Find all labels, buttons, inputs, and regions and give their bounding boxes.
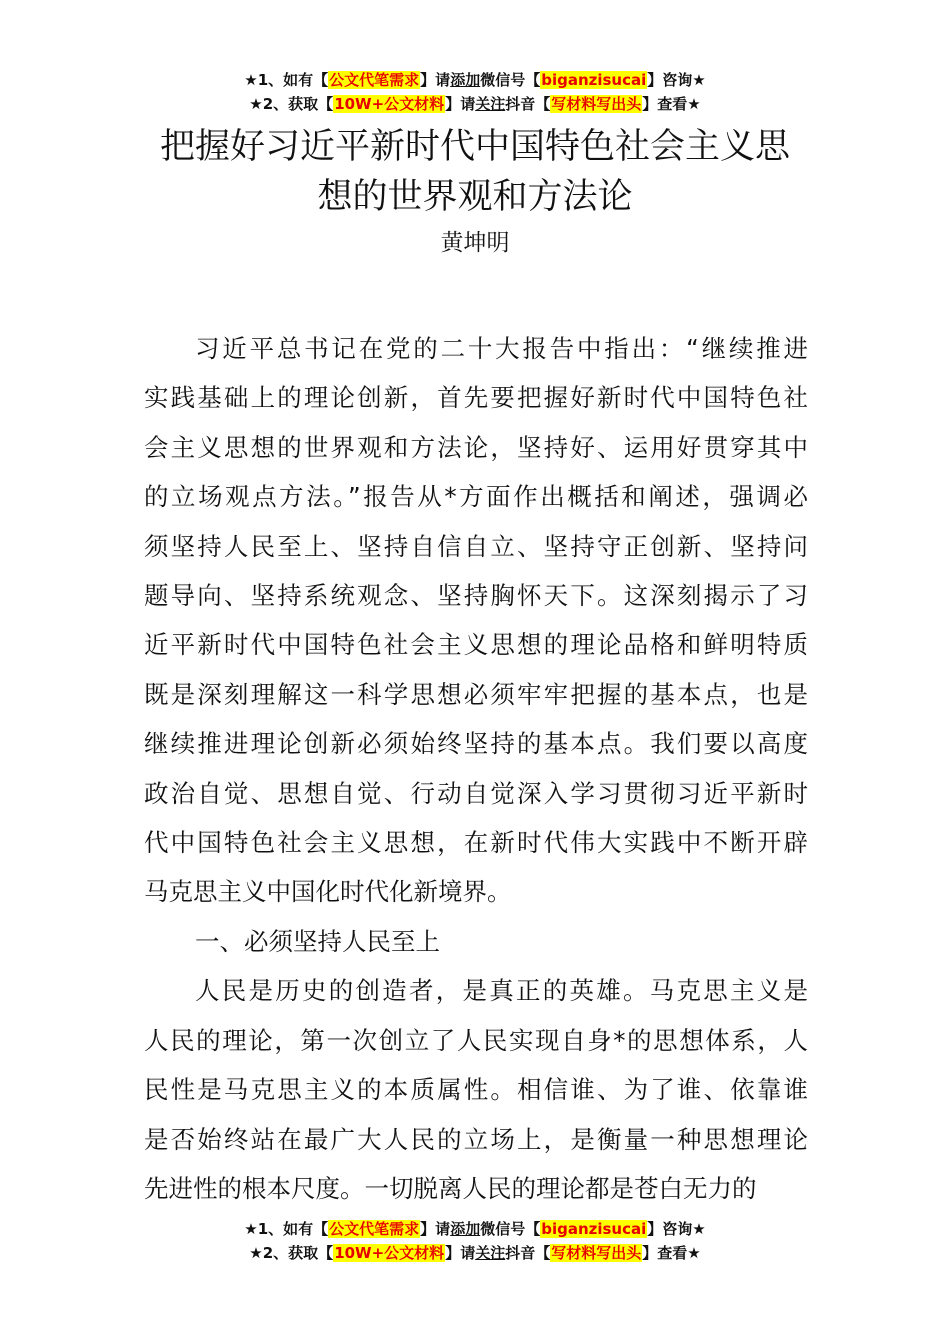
promo-text: 抖音【	[505, 95, 551, 113]
promo-banner-bottom	[0, 1217, 950, 1265]
paragraph	[144, 966, 808, 1213]
promo-text: ★2、获取【	[249, 1244, 334, 1262]
promo-text: 】请	[420, 71, 451, 89]
text-line: 是否始终站在最广大人民的立场上，是衡量一种思想理论	[144, 1124, 808, 1154]
promo-underlined-text: 添加	[450, 1220, 481, 1238]
promo-text: ★2、获取【	[249, 95, 334, 113]
text-line: 政治自觉、思想自觉、行动自觉深入学习贯彻习近平新时	[144, 778, 808, 808]
text-line: 一、必须坚持人民至上	[195, 926, 440, 956]
promo-highlight: biganzisucai	[541, 71, 647, 89]
text-line: 习近平总书记在党的二十大报告中指出：“继续推进	[195, 334, 808, 363]
promo-line-1	[0, 1217, 950, 1241]
text-line: 民性是马克思主义的本质属性。相信谁、为了谁、依靠谁	[144, 1075, 808, 1105]
paragraph	[144, 917, 808, 966]
promo-highlight: 10W+公文材料	[334, 1244, 445, 1262]
document-title	[120, 122, 830, 222]
promo-text: 】请	[445, 95, 476, 113]
paragraph	[144, 324, 808, 917]
text-line: 马克思主义中国化时代化新境界。	[144, 877, 512, 907]
text-line: 的立场观点方法。”报告从*方面作出概括和阐述，强调必	[144, 482, 808, 512]
promo-text: 】咨询★	[647, 71, 706, 89]
text-line: 人民的理论，第一次创立了人民实现自身*的思想体系，人	[144, 1025, 808, 1055]
promo-highlight: 10W+公文材料	[334, 95, 445, 113]
text-line: 代中国特色社会主义思想，在新时代伟大实践中不断开辟	[144, 828, 808, 858]
promo-highlight: 写材料写出头	[551, 95, 642, 113]
promo-text: ★1、如有【	[244, 71, 329, 89]
author-name: 黄坤明	[440, 230, 510, 256]
text-line: 题导向、坚持系统观念、坚持胸怀天下。这深刻揭示了习	[144, 581, 808, 611]
promo-text: 微信号【	[480, 71, 541, 89]
text-line: 须坚持人民至上、坚持自信自立、坚持守正创新、坚持问	[144, 531, 808, 561]
promo-underlined-text: 关注	[475, 95, 506, 113]
promo-highlight: 写材料写出头	[551, 1244, 642, 1262]
title-line: 想的世界观和方法论	[317, 177, 633, 217]
promo-line-1	[0, 68, 950, 92]
promo-highlight: 公文代笔需求	[329, 71, 420, 89]
text-line: 会主义思想的世界观和方法论，坚持好、运用好贯穿其中	[144, 432, 808, 462]
promo-highlight: 公文代笔需求	[329, 1220, 420, 1238]
promo-text: 】查看★	[642, 95, 701, 113]
promo-underlined-text: 添加	[450, 71, 481, 89]
promo-text: 抖音【	[505, 1244, 551, 1262]
promo-text: 】咨询★	[647, 1220, 706, 1238]
promo-line-2	[0, 92, 950, 116]
text-line: 既是深刻理解这一科学思想必须牢牢把握的基本点，也是	[144, 679, 808, 709]
text-line: 人民是历史的创造者，是真正的英雄。马克思主义是	[195, 976, 808, 1006]
promo-text: 微信号【	[480, 1220, 541, 1238]
promo-text: 】请	[445, 1244, 476, 1262]
promo-line-2	[0, 1241, 950, 1265]
text-line: 近平新时代中国特色社会主义思想的理论品格和鲜明特质	[144, 630, 808, 660]
promo-highlight: biganzisucai	[541, 1220, 647, 1238]
text-line: 继续推进理论创新必须始终坚持的基本点。我们要以高度	[144, 729, 808, 759]
promo-text: 】请	[420, 1220, 451, 1238]
promo-underlined-text: 关注	[475, 1244, 506, 1262]
promo-text: 】查看★	[642, 1244, 701, 1262]
title-line: 把握好习近平新时代中国特色社会主义思	[159, 127, 790, 167]
document-body	[144, 324, 808, 1213]
text-line: 先进性的根本尺度。一切脱离人民的理论都是苍白无力的	[144, 1173, 757, 1203]
text-line: 实践基础上的理论创新，首先要把握好新时代中国特色社	[144, 383, 808, 413]
promo-text: ★1、如有【	[244, 1220, 329, 1238]
promo-banner-top	[0, 68, 950, 116]
